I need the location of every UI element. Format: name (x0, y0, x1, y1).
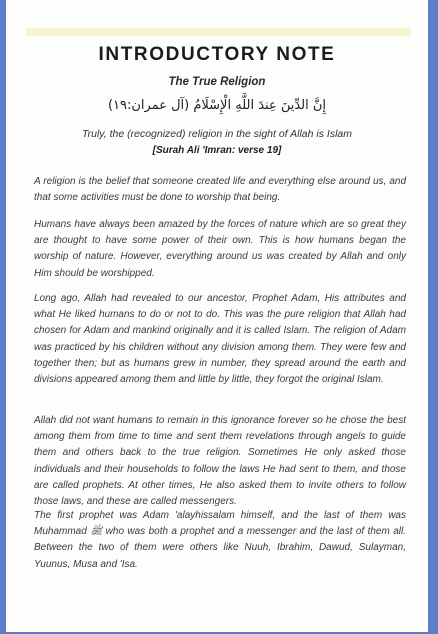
paragraph-prophets-messengers: Allah did not want humans to remain in this ignorance forever so he chose the best among them from time to time and sent them revelations through angels to guide them and others back to the true religion. Sometimes He only asked those individuals and their households to follow the laws He had sent to them, and those are called prophets. At other times, He also asked them to invite others to follow those laws, and these are called messengers. (34, 415, 406, 508)
book-page (6, 0, 428, 632)
header-strip (26, 28, 411, 36)
paragraph-religion-definition: A religion is the belief that someone created life and everything else around us, and that some activities must be done to worship that being. (34, 176, 406, 204)
page-subtitle: The True Religion (168, 76, 266, 88)
quran-verse-arabic: إِنَّ الدِّينَ عِندَ اللَّهِ الْإِسْلَامُ (آل عمران:١٩) (107, 98, 327, 113)
verse-reference: [Surah Ali 'Imran: verse 19] (152, 145, 282, 156)
paragraph-nature-worship: Humans have always been amazed by the forces of nature which are so great they are thought to have some power of their own. This is how humans began the worship of nature. However, everything around us was created by Allah and only Him should be worshipped. (34, 219, 406, 279)
page-title: INTRODUCTORY NOTE (98, 44, 336, 65)
paragraph-prophet-adam: Long ago, Allah had revealed to our ancestor, Prophet Adam, His attributes and what He liked humans to do or not to do. This was the pure religion that Allah had chosen for Adam and mankind originally and it is called Islam. The religion of Adam was practiced by his children without any division among them. They were few and together then; but as humans grew in number, they spread around the earth and divisions appeared among them and little by little, they forgot the original Islam. (34, 293, 406, 386)
paragraph-first-last-prophet: The first prophet was Adam 'alayhissalam himself, and the last of them was Muhammad ﷺ who was both a prophet and a messenger and the last of them all. Between the two of them were others like Nuuh, Ibrahim, Dawud, Sulayman, Yuunus, Musa and 'Isa. (34, 510, 406, 570)
verse-translation: Truly, the (recognized) religion in the sight of Allah is Islam (81, 128, 352, 140)
